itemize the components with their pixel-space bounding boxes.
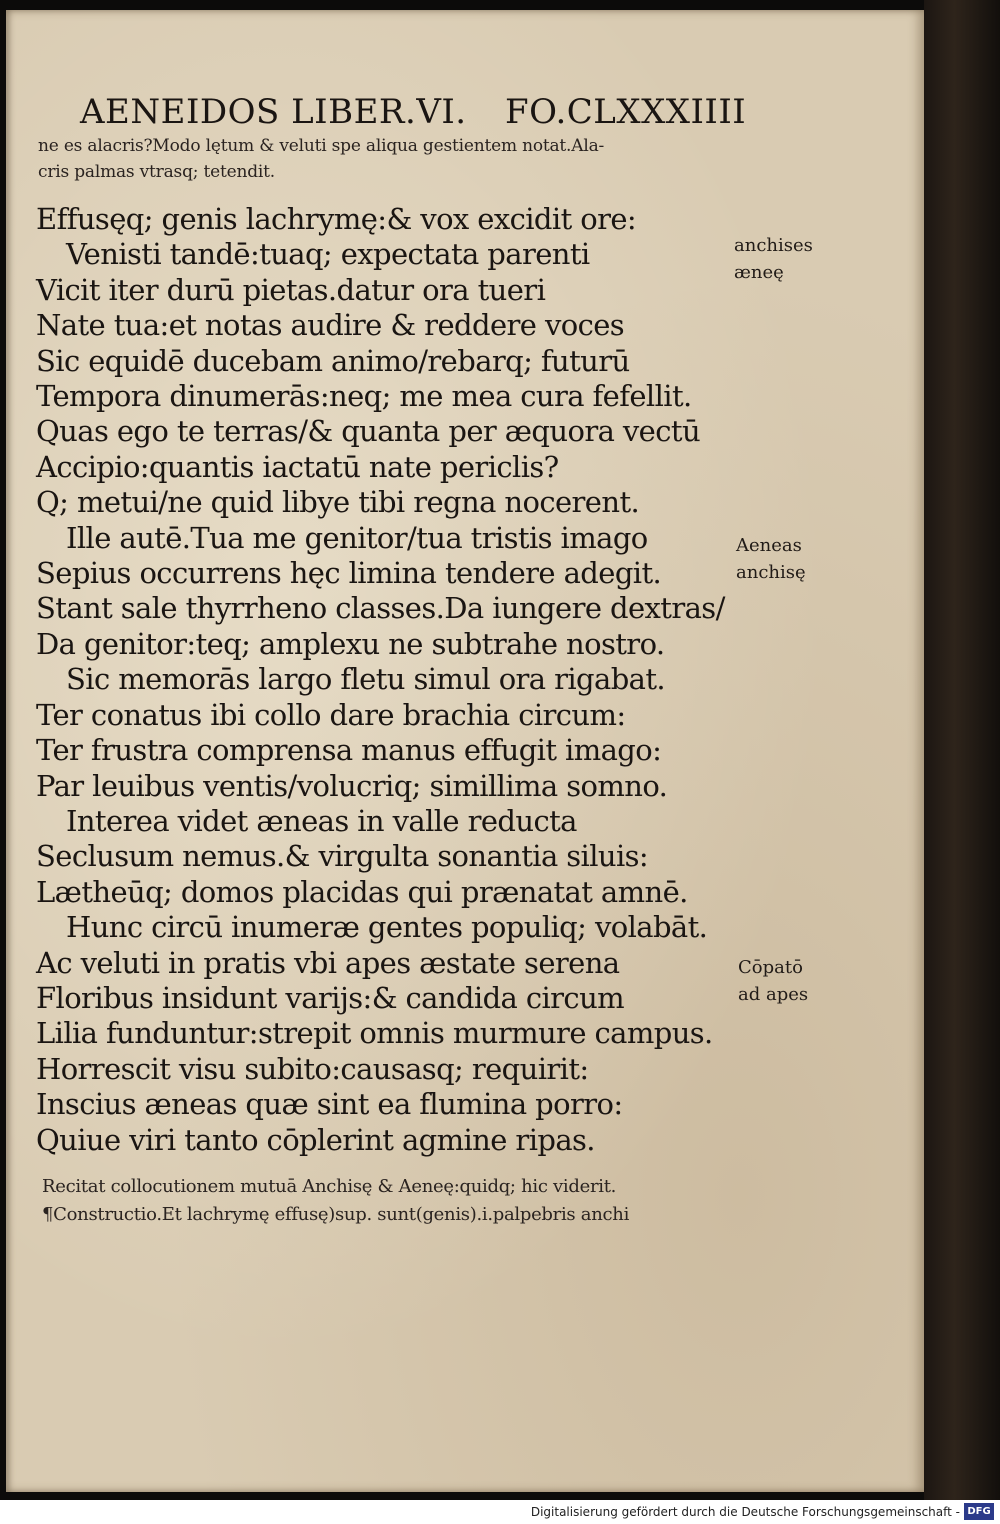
- commentary-line: ¶Constructio.Et lachrymę effusę)sup. sunt(genis).i.palpebris anchi: [42, 1204, 630, 1225]
- marginal-note: [734, 232, 813, 286]
- page-edge: [924, 0, 1000, 1500]
- marginal-note-line: anchises: [734, 235, 813, 256]
- commentary-line: cris palmas vtrasq; tetendit.: [38, 162, 275, 182]
- running-title: AENEIDOS LIBER.VI.: [80, 92, 467, 132]
- verse-line: Nate tua:et notas audire & reddere voces: [36, 308, 625, 343]
- verse-line: Sepius occurrens hęc limina tendere adegit.: [36, 556, 662, 591]
- marginal-note-line: æneę: [734, 262, 784, 283]
- marginal-note-line: Aeneas: [736, 535, 802, 556]
- verse-line: Sic memorās largo fletu simul ora rigabat.: [66, 662, 666, 697]
- verse-line: Ille autē.Tua me genitor/tua tristis imago: [66, 520, 648, 555]
- folio-number: FO.CLXXXIIII: [505, 92, 747, 132]
- verse-line: Lilia funduntur:strepit omnis murmure campus.: [36, 1016, 713, 1051]
- verse-line: Accipio:quantis iactatū nate periclis?: [36, 449, 559, 484]
- commentary-line: ne es alacris?Modo lętum & veluti spe aliqua gestientem notat.Ala-: [38, 136, 605, 156]
- verse-block: [36, 202, 726, 1158]
- verse-line: Floribus insidunt varijs:& candida circum: [36, 980, 625, 1015]
- verse-line: Lætheūq; domos placidas qui prænatat amnē.: [36, 874, 688, 909]
- page-header: [80, 92, 747, 132]
- verse-line: Horrescit visu subito:causasq; requirit:: [36, 1051, 589, 1086]
- book-page: [6, 10, 924, 1492]
- verse-line: Par leuibus ventis/volucriq; simillima somno.: [36, 768, 668, 803]
- verse-line: Vicit iter durū pietas.datur ora tueri: [36, 272, 546, 307]
- verse-line: Effusęq; genis lachrymę:& vox excidit ore:: [36, 202, 637, 236]
- verse-line: Inscius æneas quæ sint ea flumina porro:: [36, 1087, 623, 1122]
- marginal-note: [738, 954, 808, 1008]
- verse-line: Da genitor:teq; amplexu ne subtrahe nostro.: [36, 626, 665, 661]
- verse-line: Seclusum nemus.& virgulta sonantia siluis:: [36, 839, 649, 874]
- verse-line: Tempora dinumerās:neq; me mea cura fefellit.: [36, 379, 692, 414]
- verse-line: Sic equidē ducebam animo/rebarq; futurū: [36, 343, 630, 378]
- verse-line: Venisti tandē:tuaq; expectata parenti: [66, 237, 590, 272]
- credit-text: Digitalisierung gefördert durch die Deutsche Forschungsgemeinschaft -: [530, 1505, 960, 1519]
- verse-line: Stant sale thyrrheno classes.Da iungere dextras/: [36, 591, 725, 626]
- verse-line: Q; metui/ne quid libye tibi regna nocerent.: [36, 485, 640, 520]
- marginal-note-line: anchisę: [736, 562, 806, 583]
- dfg-logo: DFG: [964, 1503, 994, 1520]
- verse-line: Hunc circū inumeræ gentes populiq; volabāt.: [66, 910, 708, 945]
- marginal-note-line: Cōpatō: [738, 957, 803, 978]
- marginal-note-line: ad apes: [738, 984, 809, 1005]
- verse-line: Ac veluti in pratis vbi apes æstate serena: [36, 945, 620, 980]
- verse-line: Ter frustra comprensa manus effugit imago:: [36, 733, 662, 768]
- marginal-note: [736, 532, 806, 586]
- verse-line: Quiue viri tanto cōplerint agmine ripas.: [36, 1122, 595, 1157]
- commentary-line: Recitat collocutionem mutuā Anchisę & Aeneę:quidq; hic viderit.: [42, 1176, 617, 1197]
- verse-line: Quas ego te terras/& quanta per æquora vectū: [36, 414, 701, 449]
- credit-bar: [0, 1500, 1000, 1524]
- verse-line: Ter conatus ibi collo dare brachia circum:: [36, 697, 626, 732]
- verse-line: Interea videt æneas in valle reducta: [66, 803, 577, 838]
